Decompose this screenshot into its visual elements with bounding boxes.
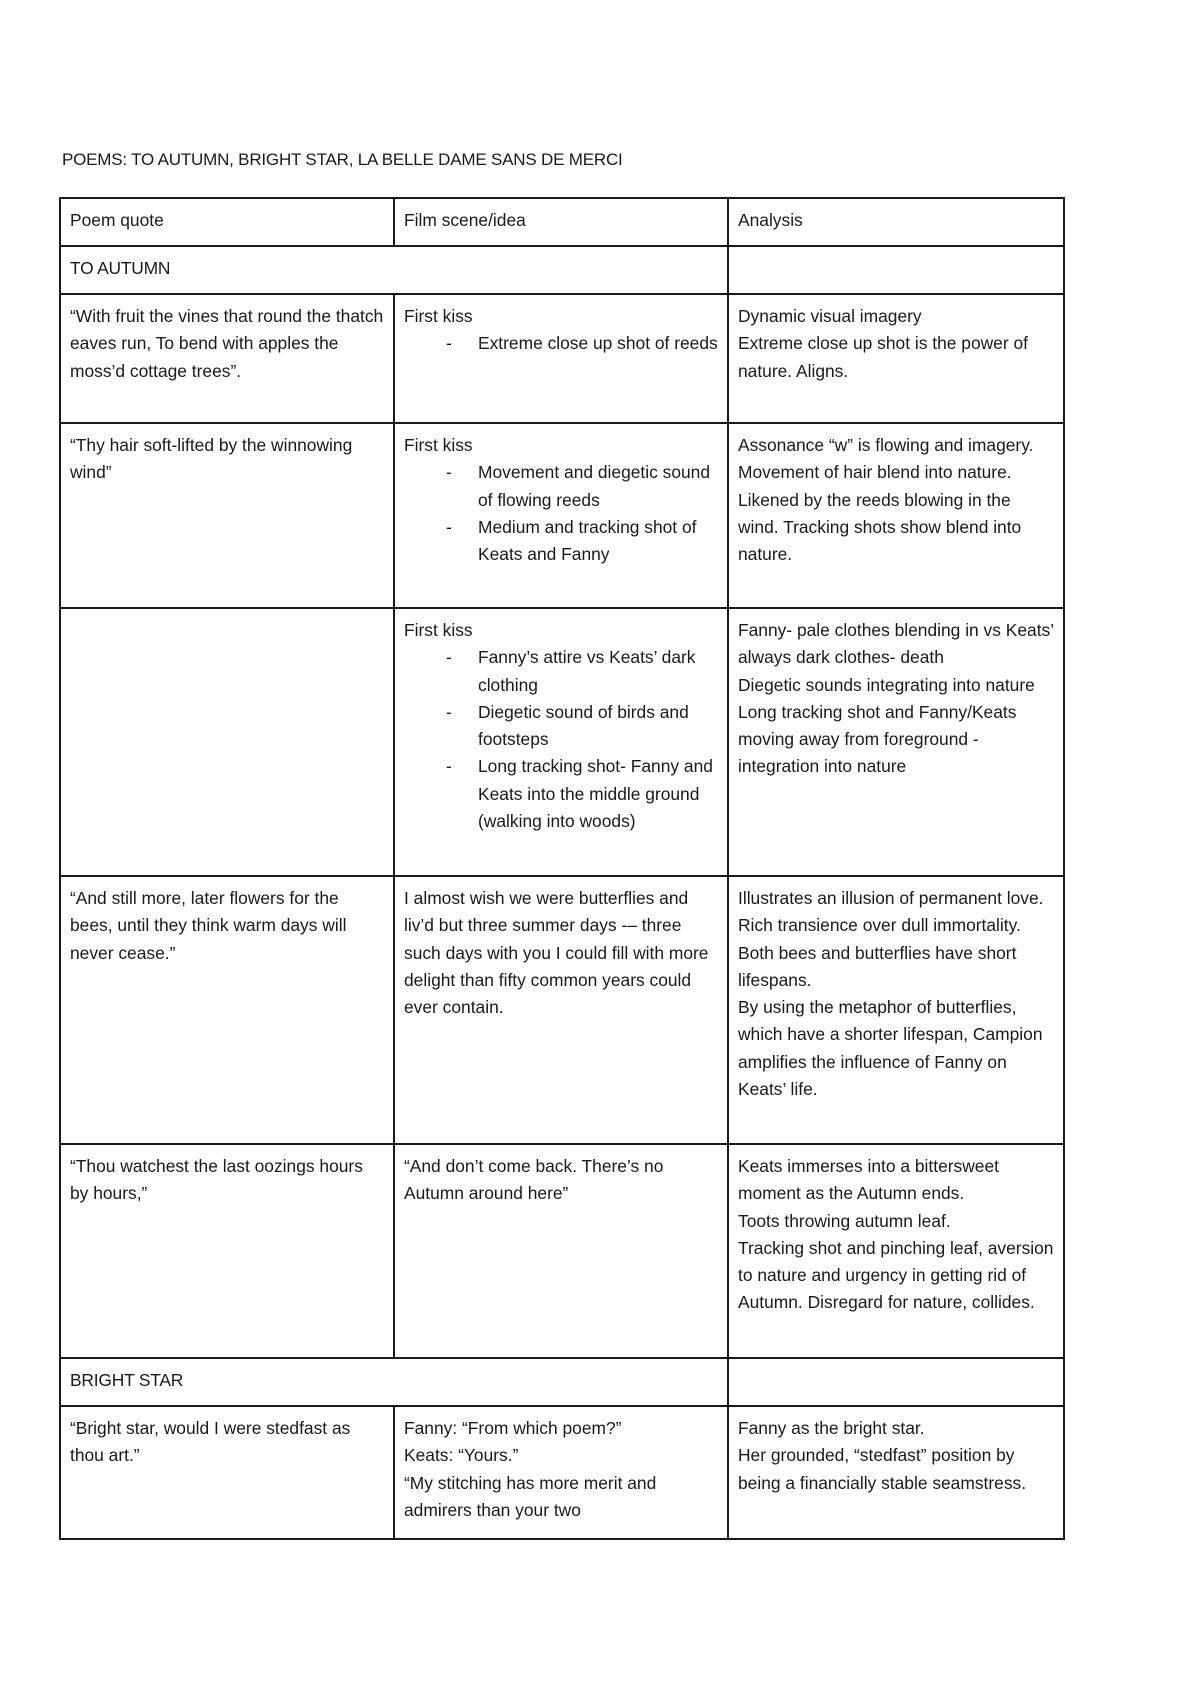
film-scene-title: First kiss	[404, 435, 473, 455]
section-row-bright-star	[60, 1358, 1064, 1406]
film-point: - Movement and diegetic sound of flowing reeds	[478, 459, 719, 514]
analysis-line: Both bees and butterflies have short lifespans.	[738, 942, 1017, 990]
section-row-to-autumn	[60, 246, 1064, 294]
table-row	[60, 876, 1064, 1144]
analysis-line: Likened by the reeds blowing in the wind. Tracking shots show blend into nature.	[738, 489, 1022, 565]
film-point: - Fanny’s attire vs Keats’ dark clothing	[478, 644, 719, 699]
quote-cell: “With fruit the vines that round the thatch eaves run, To bend with apples the moss’d cottage trees”.	[60, 294, 394, 423]
header-analysis: Analysis	[728, 198, 1064, 246]
film-scene-title: First kiss	[404, 306, 473, 326]
analysis-line: Tracking shot and pinching leaf, aversion to nature and urgency in getting rid of Autumn. Disregard for nature, collides.	[738, 1237, 1054, 1313]
quote-cell: “Bright star, would I were stedfast as thou art.”	[60, 1406, 394, 1539]
analysis-line: Dynamic visual imagery	[738, 306, 922, 326]
film-dialogue-line: Fanny: “From which poem?”	[404, 1418, 622, 1438]
film-dialogue-line: “My stitching has more merit and admirers than your two	[404, 1472, 657, 1520]
table-row	[60, 423, 1064, 608]
analysis-cell	[728, 294, 1064, 423]
analysis-line: Diegetic sounds integrating into nature	[738, 674, 1035, 695]
film-dialogue-line: Keats: “Yours.”	[404, 1445, 519, 1466]
table-row	[60, 294, 1064, 423]
film-point: - Long tracking shot- Fanny and Keats into the middle ground (walking into woods)	[478, 753, 719, 835]
analysis-line: Her grounded, “stedfast” position by being a financially stable seamstress.	[738, 1445, 1027, 1493]
film-cell: I almost wish we were butterflies and liv’d but three summer days -– three such days with you I could fill with more delight than fifty common years could ever contain.	[394, 876, 728, 1144]
film-point: - Medium and tracking shot of Keats and Fanny	[478, 514, 719, 569]
section-label-to-autumn: TO AUTUMN	[60, 246, 728, 294]
header-film-scene: Film scene/idea	[394, 198, 728, 246]
quote-cell: “Thou watchest the last oozings hours by hours,”	[60, 1144, 394, 1358]
film-cell	[394, 1406, 728, 1539]
analysis-line: Fanny as the bright star.	[738, 1418, 925, 1438]
section-empty-cell	[728, 1358, 1064, 1406]
film-cell	[394, 294, 728, 423]
table-row	[60, 608, 1064, 876]
analysis-cell	[728, 608, 1064, 876]
analysis-cell	[728, 876, 1064, 1144]
analysis-line: Toots throwing autumn leaf.	[738, 1210, 951, 1231]
table-row	[60, 1144, 1064, 1358]
quote-cell: “Thy hair soft-lifted by the winnowing wind”	[60, 423, 394, 608]
section-label-bright-star: BRIGHT STAR	[60, 1358, 728, 1406]
analysis-line: Illustrates an illusion of permanent love. Rich transience over dull immortality.	[738, 888, 1044, 936]
document-title: POEMS: TO AUTUMN, BRIGHT STAR, LA BELLE DAME SANS DE MERCI	[62, 150, 623, 169]
analysis-cell	[728, 1144, 1064, 1358]
quote-cell	[60, 608, 394, 876]
header-poem-quote: Poem quote	[60, 198, 394, 246]
analysis-cell	[728, 423, 1064, 608]
table-row	[60, 1406, 1064, 1539]
film-point-list	[404, 459, 719, 568]
film-cell: “And don’t come back. There’s no Autumn around here”	[394, 1144, 728, 1358]
quote-cell: “And still more, later flowers for the bees, until they think warm days will never cease.”	[60, 876, 394, 1144]
analysis-line: By using the metaphor of butterflies, which have a shorter lifespan, Campion amplifies the influence of Fanny on Keats’ life.	[738, 997, 1043, 1100]
analysis-cell	[728, 1406, 1064, 1539]
film-cell	[394, 423, 728, 608]
film-cell	[394, 608, 728, 876]
analysis-line: Long tracking shot and Fanny/Keats moving away from foreground -integration into nature	[738, 701, 1017, 777]
film-point-list	[404, 330, 719, 357]
analysis-line: Assonance “w” is flowing and imagery. Movement of hair blend into nature.	[738, 435, 1034, 483]
film-scene-title: First kiss	[404, 620, 473, 640]
section-empty-cell	[728, 246, 1064, 294]
analysis-line: Keats immerses into a bittersweet moment as the Autumn ends.	[738, 1156, 999, 1204]
film-point: - Diegetic sound of birds and footsteps	[478, 699, 719, 754]
poem-film-analysis-table	[59, 197, 1065, 1540]
analysis-line: Extreme close up shot is the power of nature. Aligns.	[738, 333, 1028, 381]
film-point-list	[404, 644, 719, 835]
film-point: - Extreme close up shot of reeds	[478, 330, 719, 357]
analysis-line: Fanny- pale clothes blending in vs Keats’ always dark clothes- death	[738, 620, 1054, 668]
table-header-row	[60, 198, 1064, 246]
